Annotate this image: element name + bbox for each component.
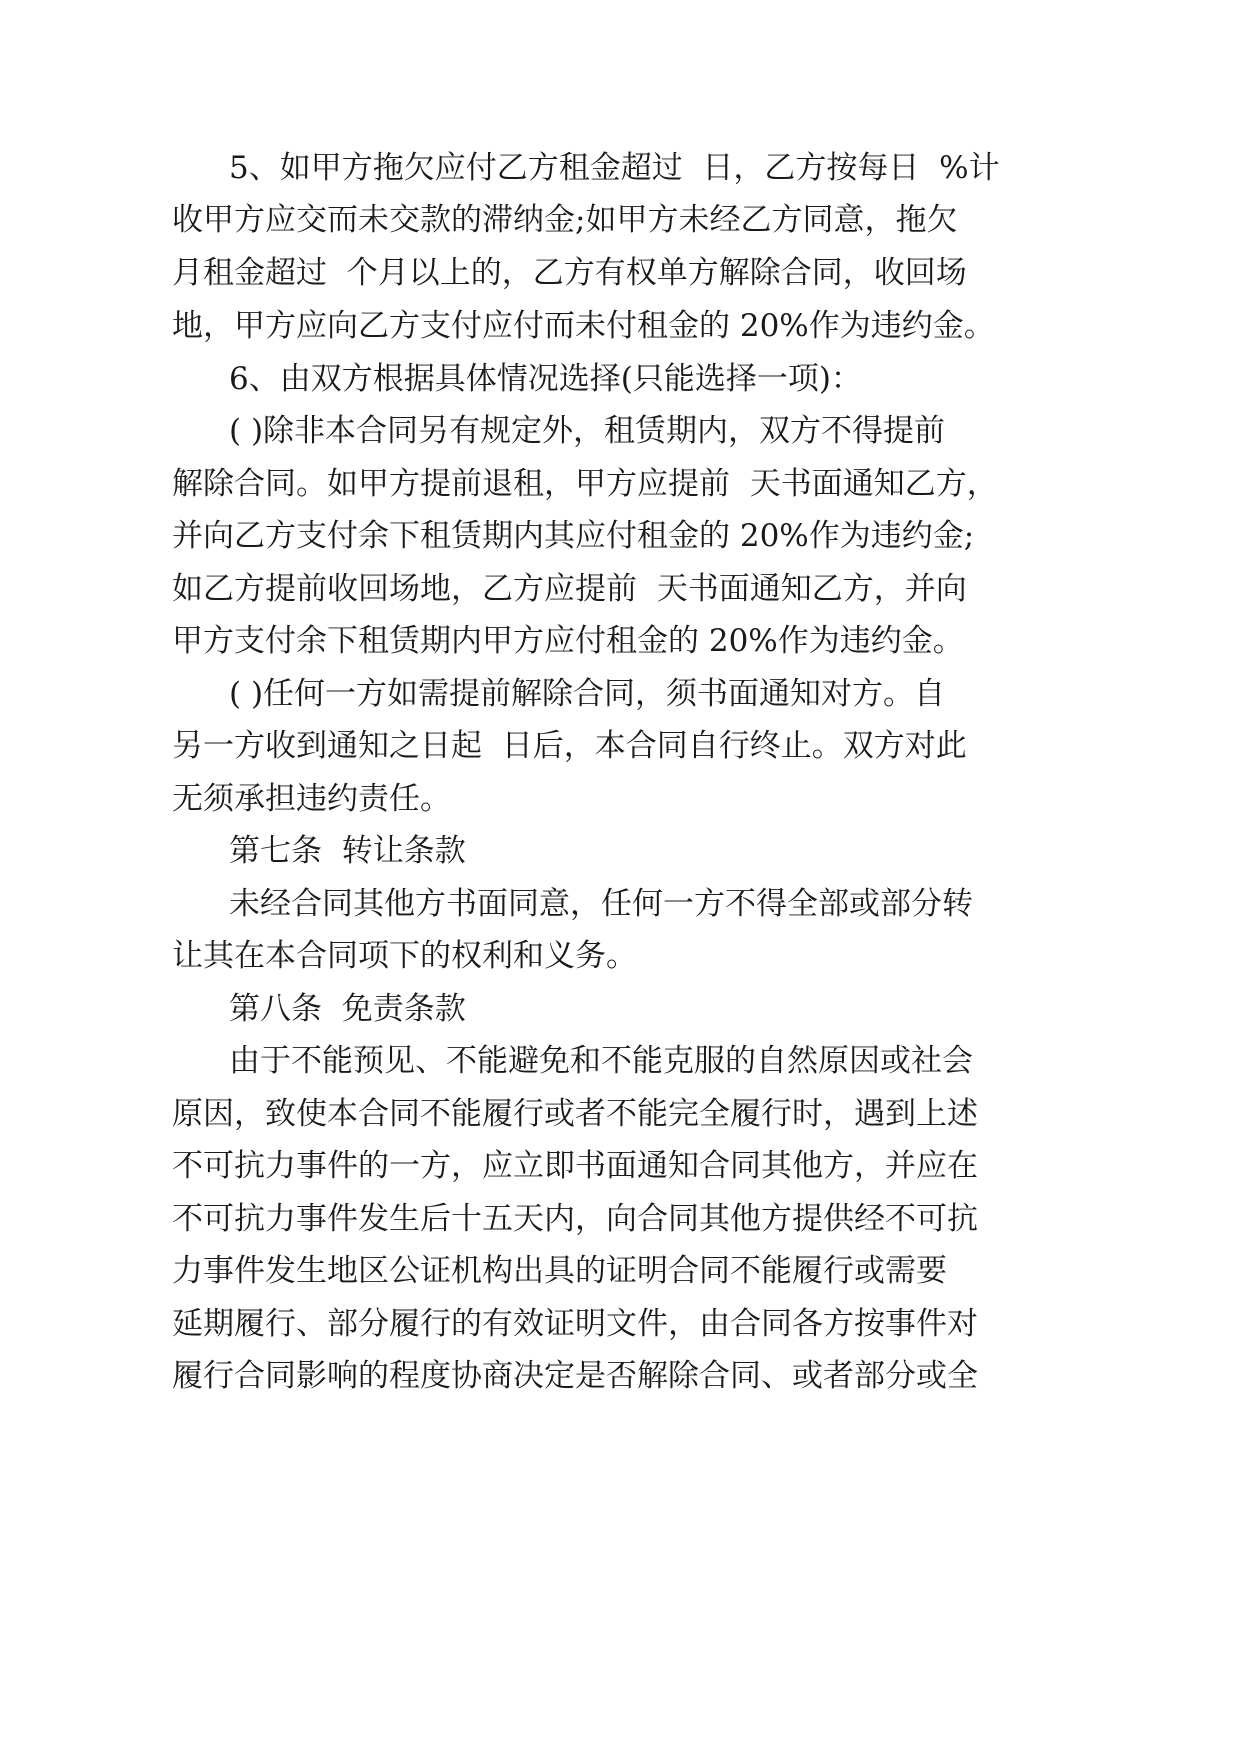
text-line: ( )除非本合同另有规定外，租赁期内，双方不得提前 xyxy=(229,413,946,449)
text-line: ( )任何一方如需提前解除合同，须书面通知对方。自 xyxy=(229,676,946,712)
section-heading: 第七条 转让条款 xyxy=(229,833,466,869)
text-line: 不可抗力事件的一方，应立即书面通知合同其他方，并应在 xyxy=(172,1148,978,1184)
text-line: 原因，致使本合同不能履行或者不能完全履行时，遇到上述 xyxy=(172,1096,978,1132)
text-line: 另一方收到通知之日起 日后，本合同自行终止。双方对此 xyxy=(172,728,967,764)
text-line: 甲方支付余下租赁期内甲方应付租金的 20%作为违约金。 xyxy=(172,623,964,659)
text-line: 力事件发生地区公证机构出具的证明合同不能履行或需要 xyxy=(172,1253,947,1289)
text-line: 未经合同其他方书面同意，任何一方不得全部或部分转 xyxy=(229,886,973,922)
text-line: 地，甲方应向乙方支付应付而未付租金的 20%作为违约金。 xyxy=(172,308,995,344)
text-line: 履行合同影响的程度协商决定是否解除合同、或者部分或全 xyxy=(172,1358,978,1394)
text-line: 解除合同。如甲方提前退租，甲方应提前 天书面通知乙方， xyxy=(172,466,998,502)
text-line: 6、由双方根据具体情况选择(只能选择一项)： xyxy=(229,361,862,397)
text-line: 延期履行、部分履行的有效证明文件，由合同各方按事件对 xyxy=(172,1306,978,1342)
text-line: 并向乙方支付余下租赁期内其应付租金的 20%作为违约金; xyxy=(172,518,975,554)
text-line: 如乙方提前收回场地，乙方应提前 天书面通知乙方，并向 xyxy=(172,571,967,607)
text-line: 无须承担违约责任。 xyxy=(172,781,451,817)
text-line: 让其在本合同项下的权利和义务。 xyxy=(172,938,637,974)
text-line: 不可抗力事件发生后十五天内，向合同其他方提供经不可抗 xyxy=(172,1201,978,1237)
text-line: 5、如甲方拖欠应付乙方租金超过 日，乙方按每日 %计 xyxy=(229,150,1000,186)
section-heading: 第八条 免责条款 xyxy=(229,991,466,1027)
text-line: 收甲方应交而未交款的滞纳金;如甲方未经乙方同意，拖欠 xyxy=(172,202,958,238)
text-line: 由于不能预见、不能避免和不能克服的自然原因或社会 xyxy=(229,1043,973,1079)
text-line: 月租金超过 个月以上的，乙方有权单方解除合同，收回场 xyxy=(172,255,967,291)
